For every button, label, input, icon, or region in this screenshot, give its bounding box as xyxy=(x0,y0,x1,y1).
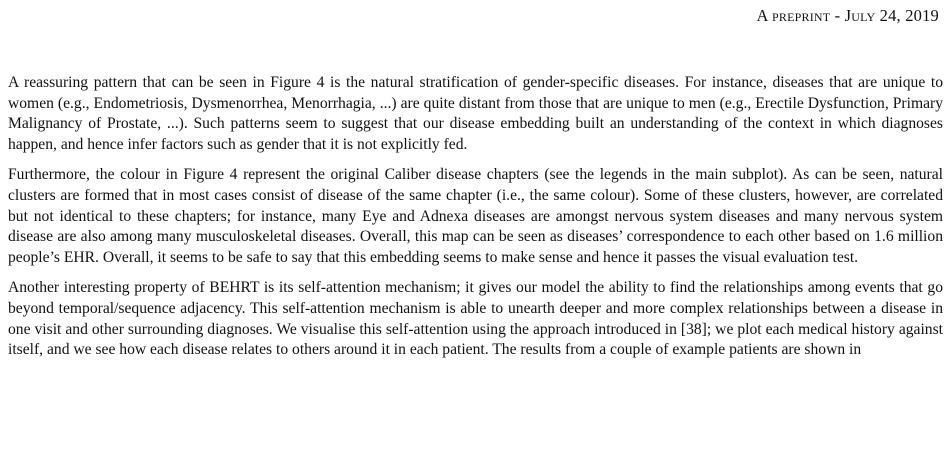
paragraph-self-attention: Another interesting property of BEHRT is its self-attention mechanism; it gives our model the ability to find the relationships among events that go beyond temporal/sequence adjacency. This self-attention mechanism is able to unearth deeper and more complex relationships between a disease in one visit and other surrounding diagnoses. We visualise this self-attention using the approach introduced in [38]; we plot each medical history against itself, and we see how each disease relates to others around it in each patient. The results from a couple of example patients are shown in xyxy=(8,279,943,359)
paragraph-gender-stratification: A reassuring pattern that can be seen in Figure 4 is the natural stratification of gender-specific diseases. For instance, diseases that are unique to women (e.g., Endometriosis, Dysmenorrhea, Menorrhagia, ...) are quite distant from those that are unique to men (e.g., Erectile Dysfunction, Primary Malignancy of Prostate, ...). Such patterns seem to suggest that our disease embedding built an understanding of the context in which diagnoses happen, and hence infer factors such as gender that it is not explicitly fed. xyxy=(8,74,943,153)
body-text xyxy=(8,73,943,371)
running-header: A preprint - July 24, 2019 xyxy=(756,6,939,25)
paragraph-disease-chapters: Furthermore, the colour in Figure 4 represent the original Caliber disease chapters (see the legends in the main subplot). As can be seen, natural clusters are formed that in most cases consist of disease of the same chapter (i.e., the same colour). Some of these clusters, however, are correlated but not identical to these chapters; for instance, many Eye and Adnexa diseases are amongst nervous system diseases and many nervous system disease are also among many musculoskeletal diseases. Overall, this map can be seen as diseases’ correspondence to each other based on 1.6 million people’s EHR. Overall, it seems to be safe to say that this embedding seems to make sense and hence it passes the visual evaluation test. xyxy=(8,166,943,266)
